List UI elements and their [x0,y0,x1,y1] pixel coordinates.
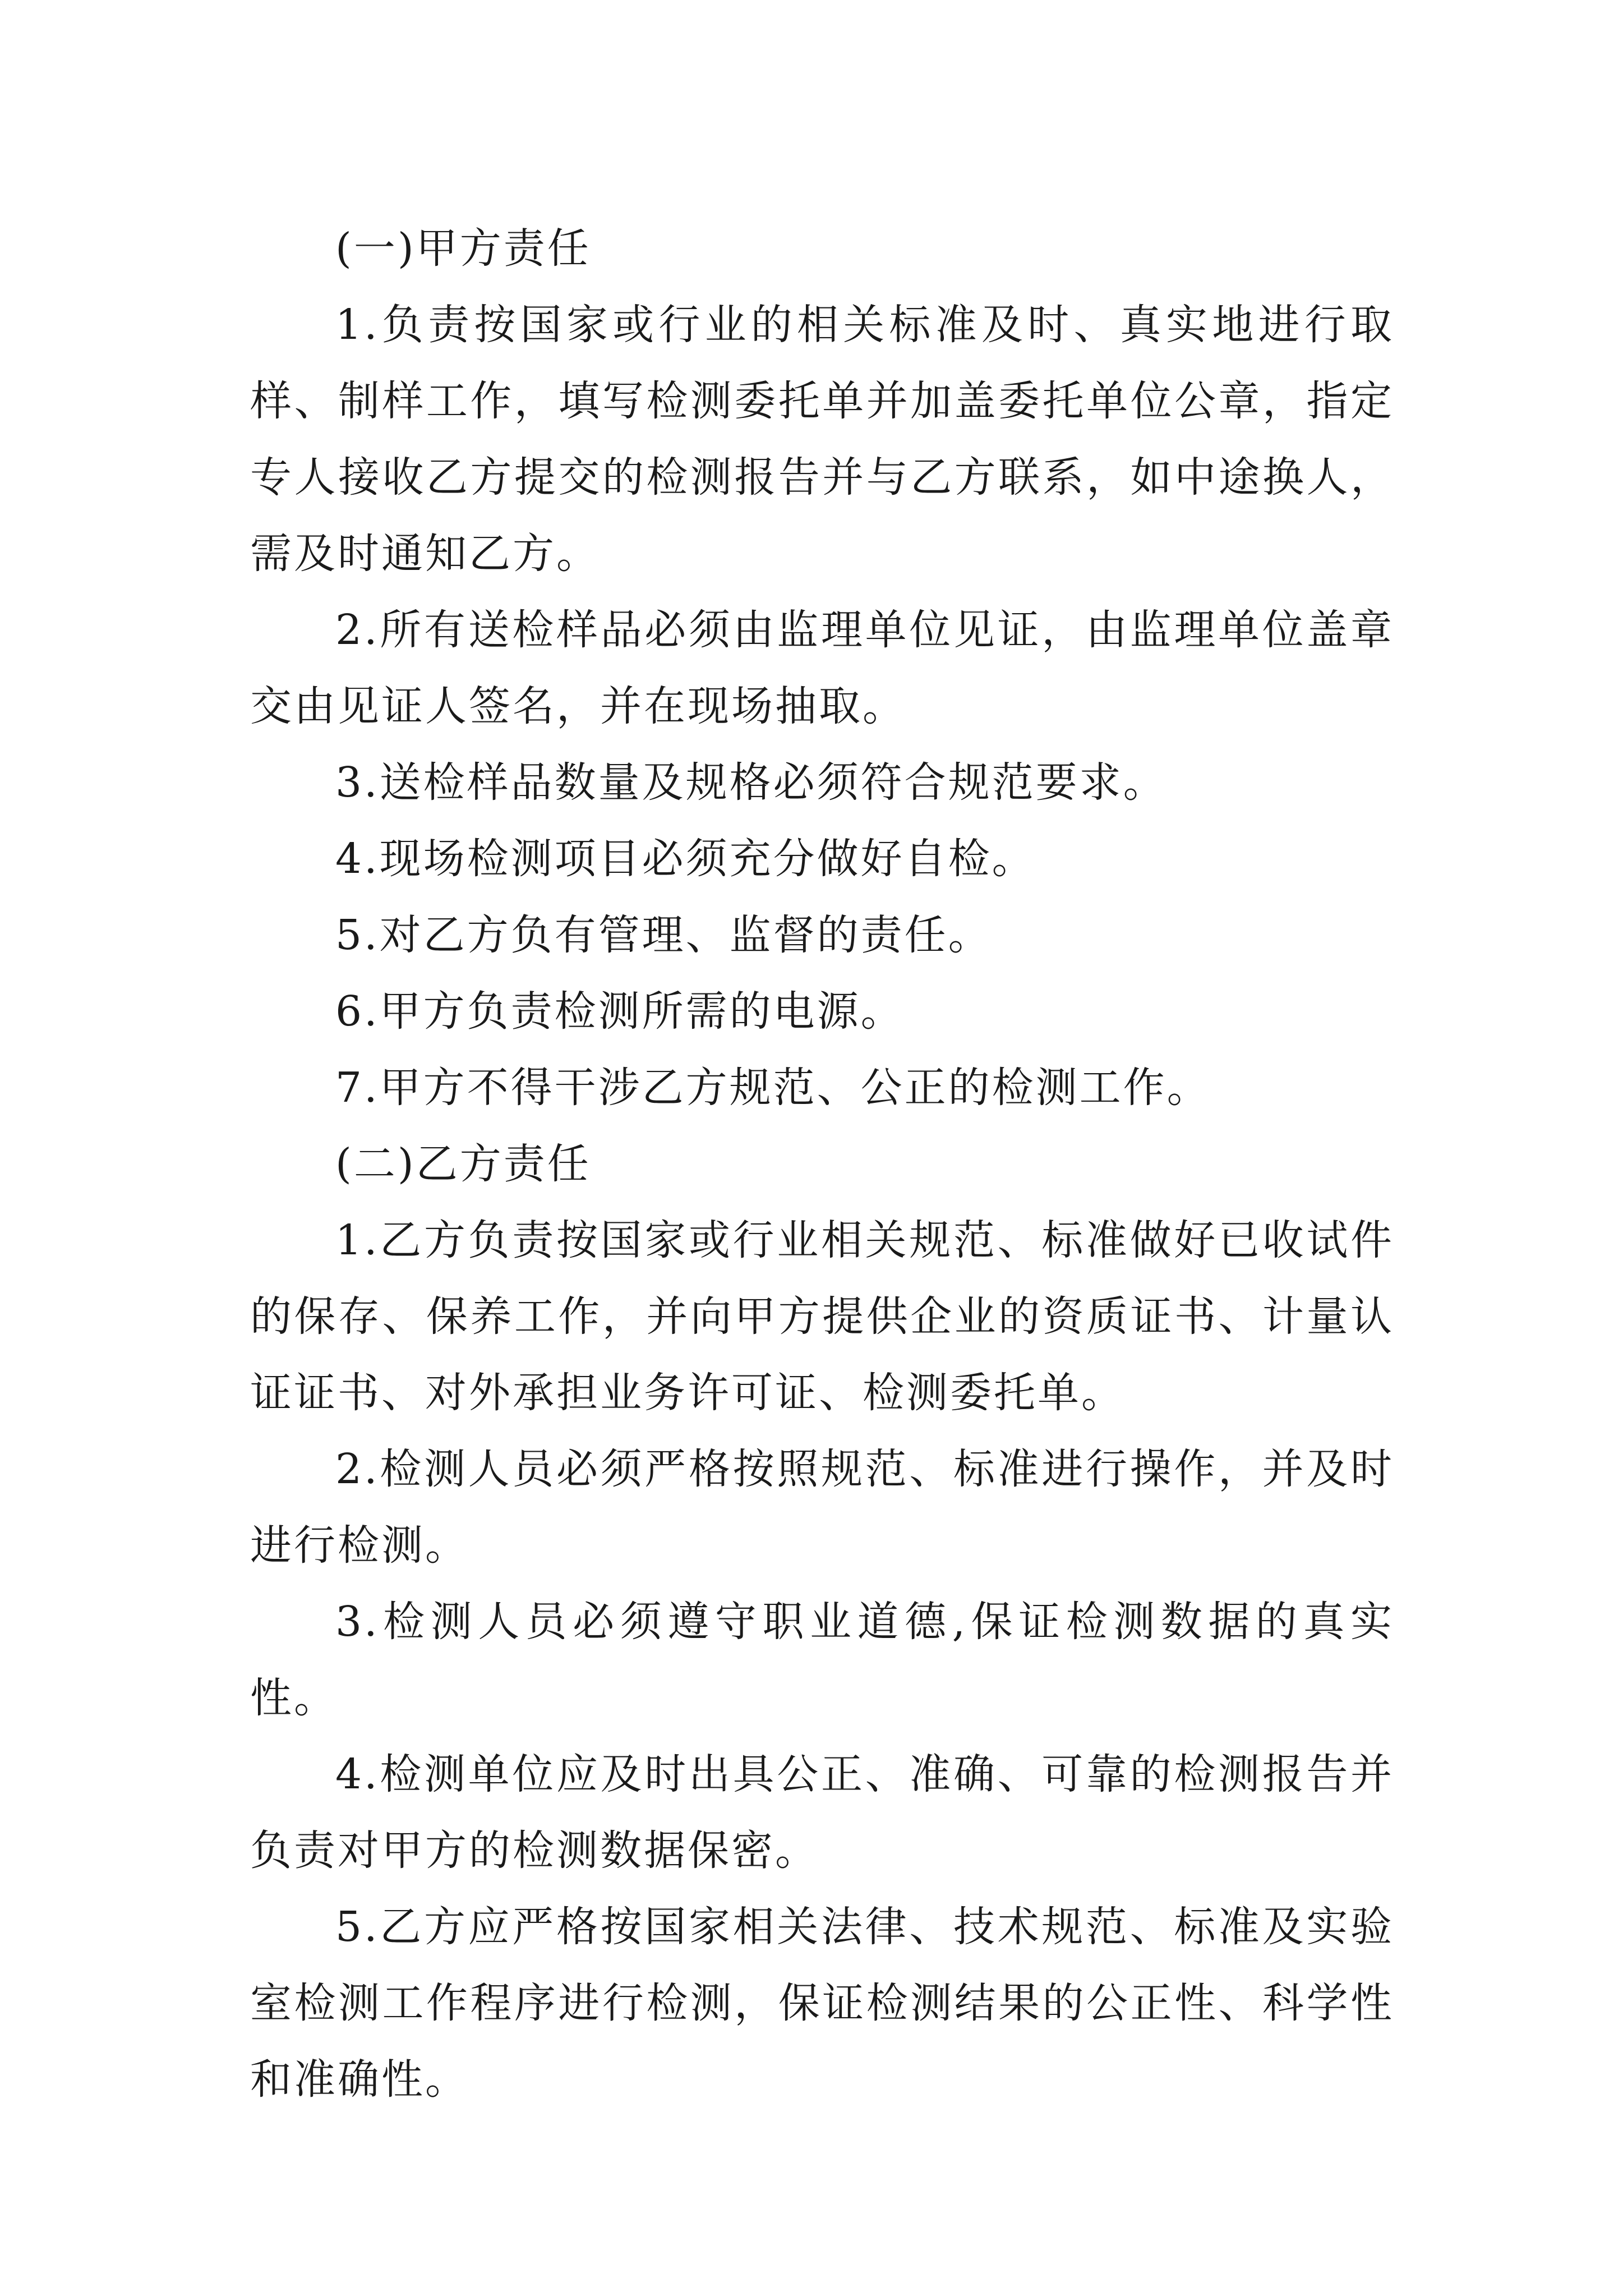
party-b-item-3: 3.检测人员必须遵守职业道德,保证检测数据的真实性。 [250,1598,1394,1722]
party-b-item-1: 1.乙方负责按国家或行业相关规范、标准做好已收试件的保存、保养工作，并向甲方提供企业的资质证书、计量认证证书、对外承担业务许可证、检测委托单。 [250,1216,1394,1417]
section-heading-party-b: (二)乙方责任 [335,1140,591,1188]
party-a-item-6: 6.甲方负责检测所需的电源。 [335,987,905,1036]
party-a-item-3: 3.送检样品数量及规格必须符合规范要求。 [335,758,1167,807]
party-b-item-5: 5.乙方应严格按国家相关法律、技术规范、标准及实验室检测工作程序进行检测，保证检测结果的公正性、科学性和准确性。 [250,1903,1394,2104]
party-a-item-7: 7.甲方不得干涉乙方规范、公正的检测工作。 [335,1064,1211,1112]
party-a-item-1: 1.负责按国家或行业的相关标准及时、真实地进行取样、制样工作，填写检测委托单并加盖委托单位公章，指定专人接收乙方提交的检测报告并与乙方联系，如中途换人，需及时通知乙方。 [250,301,1394,578]
section-heading-party-a: (一)甲方责任 [335,224,591,273]
party-a-item-4: 4.现场检测项目必须充分做好自检。 [335,835,1036,883]
document-body [250,210,1394,2118]
party-b-item-2: 2.检测人员必须严格按照规范、标准进行操作，并及时进行检测。 [250,1445,1394,1570]
party-b-item-4: 4.检测单位应及时出具公正、准确、可靠的检测报告并负责对甲方的检测数据保密。 [250,1750,1394,1875]
party-a-item-2: 2.所有送检样品必须由监理单位见证，由监理单位盖章交由见证人签名，并在现场抽取。 [250,606,1394,730]
party-a-item-5: 5.对乙方负有管理、监督的责任。 [335,911,992,959]
